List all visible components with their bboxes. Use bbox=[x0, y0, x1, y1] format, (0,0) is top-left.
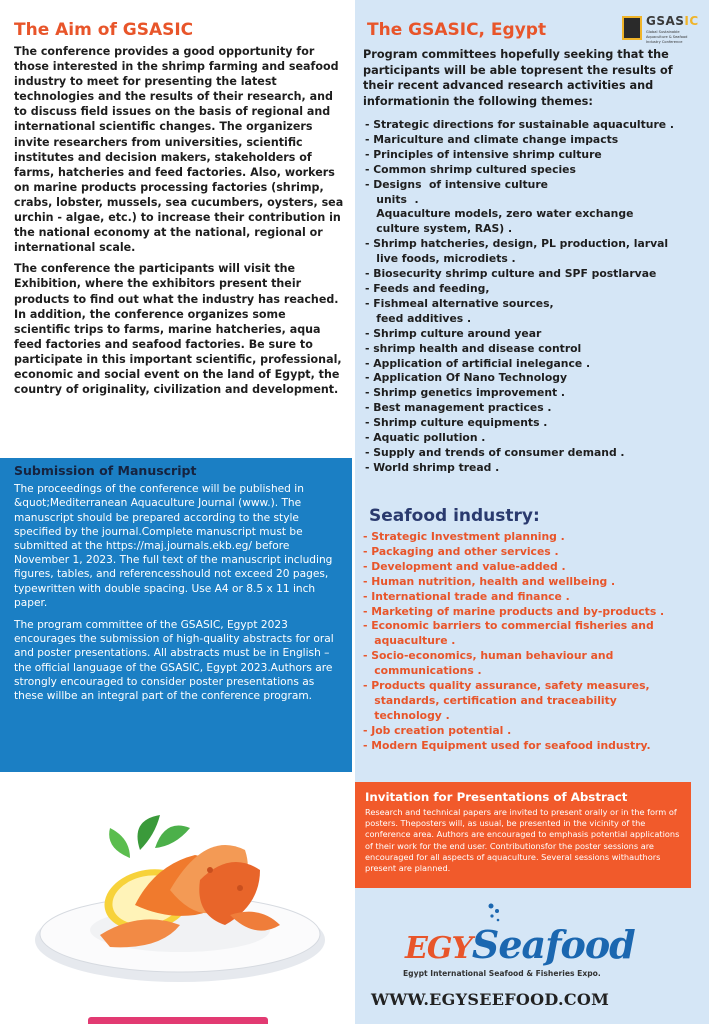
seafood-list bbox=[363, 530, 703, 754]
submission-title: Submission of Manuscript bbox=[14, 463, 197, 478]
theme-item: - Common shrimp cultured species bbox=[365, 162, 576, 176]
theme-item: - Principles of intensive shrimp culture bbox=[365, 147, 602, 161]
decorative-bar bbox=[88, 1017, 268, 1024]
invitation-title: Invitation for Presentations of Abstract bbox=[365, 790, 628, 804]
gsasic-logo-mark bbox=[622, 16, 642, 40]
submission-paragraph-2: The program committee of the GSASIC, Egypt 2023 encourages the submission of high-quality abstracts for oral and poster presentations. All abstracts must be in English – the official language of the GSASIC, Egypt 2023.Authors are strongly encouraged to consider poster presentations as these willbe an integral part of the conference program. bbox=[14, 619, 334, 703]
egyseafood-logo bbox=[395, 900, 675, 980]
aim-paragraph-2: The conference the participants will visit the Exhibition, where the exhibitors present their products to find out what the industry has reached. In addition, the conference organizes some scientific trips to farms, marine hatcheries, aqua feed factories and seafood factories. Be sure to participate in this important scientific, professional, economic and social event on the land of Egypt, the country of originality, civilization and development. bbox=[14, 262, 342, 397]
submission-box bbox=[0, 458, 352, 772]
seafood-item: - Human nutrition, health and wellbeing . bbox=[363, 574, 616, 588]
seafood-item: - Strategic Investment planning . bbox=[363, 530, 565, 543]
aim-body bbox=[14, 44, 344, 403]
shrimp-plate-image bbox=[30, 810, 330, 990]
seafood-item: - Economic barriers to commercial fisheries and aquaculture . bbox=[363, 619, 654, 648]
seafood-item: - Products quality assurance, safety measures, standards, certification and traceability technology . bbox=[363, 679, 650, 722]
theme-item: - Feeds and feeding, bbox=[365, 281, 490, 295]
theme-item: - Fishmeal alternative sources, feed additives . bbox=[365, 296, 554, 325]
theme-item: - Strategic directions for sustainable aquaculture . bbox=[365, 118, 674, 131]
theme-item: - Shrimp hatcheries, design, PL production, larval live foods, microdiets . bbox=[365, 237, 669, 266]
theme-item: - Application Of Nano Technology bbox=[365, 371, 568, 385]
theme-item: - Shrimp culture equipments . bbox=[365, 416, 548, 430]
gsasic-intro: Program committees hopefully seeking that the participants will be able topresent the results of their recent advanced research activities and informationin the following themes: bbox=[363, 48, 673, 108]
seafood-item: - Development and value-added . bbox=[363, 559, 566, 573]
submission-content bbox=[14, 464, 344, 711]
gsasic-logo-subtitle: Global Sustainable Aquaculture & Seafood Industry Conference bbox=[646, 30, 688, 44]
theme-item: - Shrimp genetics improvement . bbox=[365, 386, 566, 400]
gsasic-logo-name-suffix: IC bbox=[684, 14, 699, 28]
gsasic-logo-name-prefix: GSAS bbox=[646, 14, 685, 28]
invitation-box bbox=[355, 782, 691, 888]
theme-item: - Best management practices . bbox=[365, 401, 552, 415]
seafood-item: - Socio-economics, human behaviour and communications . bbox=[363, 649, 614, 678]
seafood-item: - Modern Equipment used for seafood industry. bbox=[363, 738, 651, 752]
theme-item: - Biosecurity shrimp culture and SPF postlarvae bbox=[365, 267, 657, 281]
theme-item: - Designs of intensive culture units . Aquaculture models, zero water exchange culture system, RAS) . bbox=[365, 177, 634, 236]
theme-item: - Mariculture and climate change impacts bbox=[365, 132, 619, 146]
website-link[interactable]: WWW.EGYSEEFOOD.COM bbox=[371, 990, 610, 1009]
bubbles-icon bbox=[485, 902, 505, 924]
gsasic-logo-name bbox=[646, 14, 699, 28]
theme-item: - shrimp health and disease control bbox=[365, 341, 582, 355]
egyseafood-egy: EGY bbox=[405, 931, 472, 966]
seafood-item: - Job creation potential . bbox=[363, 723, 512, 737]
submission-paragraph-1: The proceedings of the conference will be published in &quot;Mediterranean Aquaculture Journal (www.). The manuscript should be prepared according to the style specified by the journal.Complete manuscript must be submitted at the https://maj.journals.ekb.eg/ before November 1, 2023. The full text of the manuscript including figures, tables, and referencesshould not exceed 20 pages, typewritten with double spacing. Use A4 or 8.5 x 11 inch paper. bbox=[14, 483, 333, 609]
gsasic-title: The GSASIC, Egypt bbox=[367, 20, 547, 40]
seafood-item: - Packaging and other services . bbox=[363, 544, 559, 558]
theme-item: - Supply and trends of consumer demand . bbox=[365, 445, 625, 459]
seafood-item: - International trade and finance . bbox=[363, 589, 570, 603]
theme-item: - Shrimp culture around year bbox=[365, 326, 542, 340]
seafood-title: Seafood industry: bbox=[369, 506, 540, 526]
invitation-text: Research and technical papers are invited to present orally or in the form of posters. Theposters will, as usual, be presented in the vicinity of the conference area. Authors are encouraged to emphasis potential applications of their work for the end user. Contributionsfor the poster sessions are encouraged for all aspects of aquaculture. Several sessions withauthors present are planned. bbox=[365, 807, 680, 874]
aim-paragraph-1: The conference provides a good opportunity for those interested in the shrimp farming and seafood industry to meet for presenting the latest technologies and the results of their research, and to discuss field issues on the basis of regional and international scientific changes. The organizers invite researchers from universities, scientific institutes and decision makers, stakeholders of farms, hatcheries and feed factories. Also, workers on marine products processing factories (shrimp, crabs, lobster, mussels, sea cucumbers, oysters, sea urchin - algae, etc.) to increase their contribution in the national economy at the national, regional or international scale. bbox=[14, 45, 344, 255]
theme-item: - Application of artificial inelegance . bbox=[365, 356, 591, 370]
aim-title: The Aim of GSASIC bbox=[14, 20, 194, 40]
egyseafood-seafood: Seafood bbox=[471, 922, 635, 967]
themes-list bbox=[365, 118, 705, 476]
theme-item: - World shrimp tread . bbox=[365, 460, 500, 474]
egyseafood-wordmark bbox=[405, 922, 635, 967]
theme-item: - Aquatic pollution . bbox=[365, 431, 486, 445]
egyseafood-tagline: Egypt International Seafood & Fisheries Expo. bbox=[403, 969, 601, 978]
seafood-item: - Marketing of marine products and by-products . bbox=[363, 604, 665, 618]
